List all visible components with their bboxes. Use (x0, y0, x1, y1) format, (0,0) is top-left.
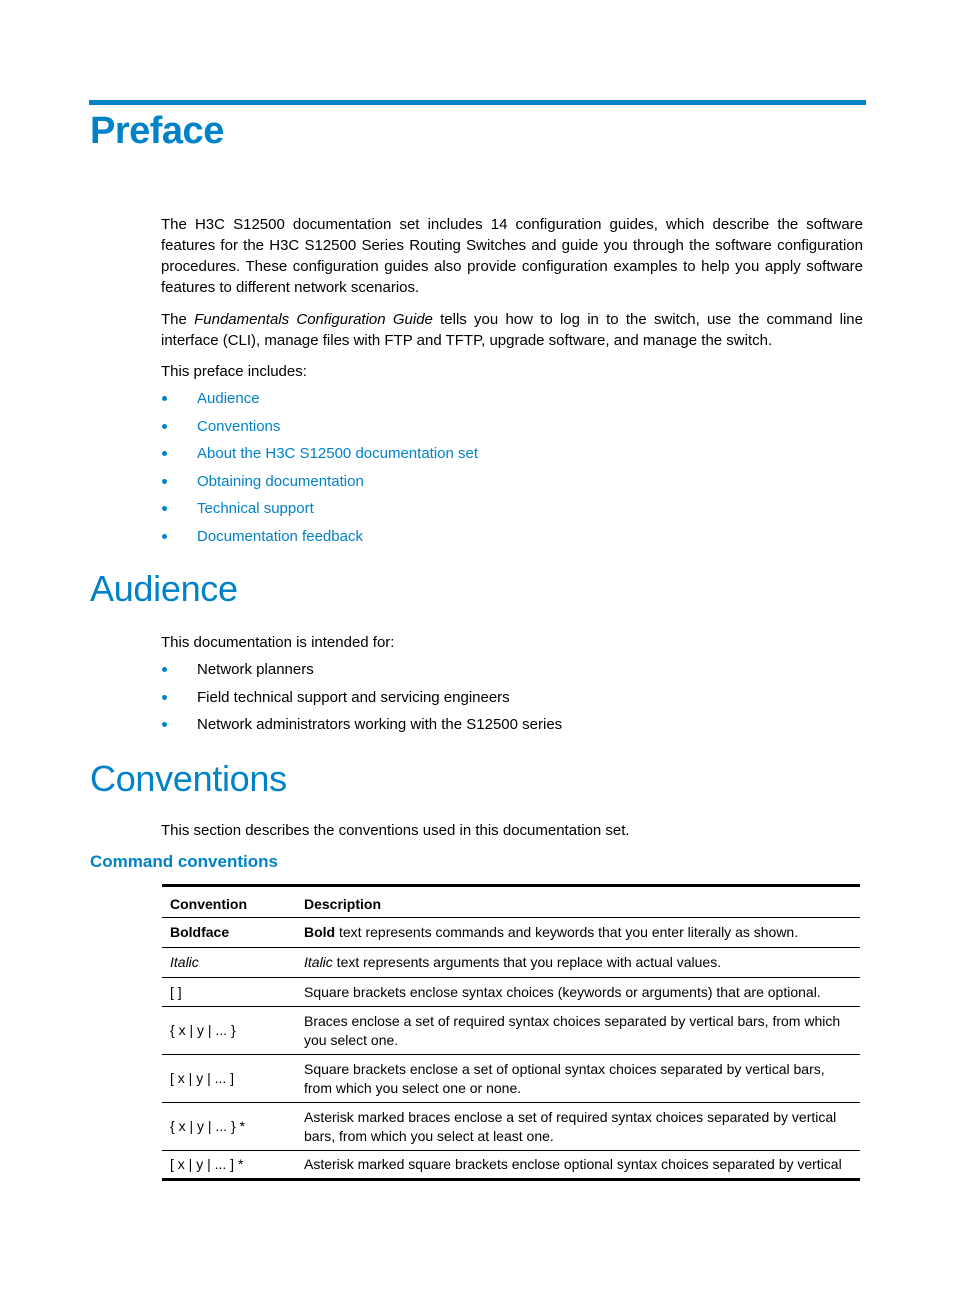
convention-cell: { x | y | ... } * (162, 1103, 296, 1151)
conventions-intro: This section describes the conventions used in this documentation set. (161, 822, 630, 839)
description-text: text represents arguments that you replace with actual values. (332, 954, 722, 970)
table-row (162, 1007, 860, 1055)
bullet-icon (162, 424, 167, 429)
description-text: text represents commands and keywords that you enter literally as shown. (335, 924, 799, 940)
list-item (161, 714, 562, 742)
audience-item: Field technical support and servicing engineers (197, 688, 510, 706)
preface-paragraph-1: The H3C S12500 documentation set includes 14 configuration guides, which describe the software features for the H3C S12500 Series Routing Switches and guide you through the software configuration procedures. These configuration guides also provide configuration examples to help you apply software features to different network scenarios. (161, 216, 863, 296)
bullet-icon (162, 396, 167, 401)
description-cell: Asterisk marked square brackets enclose optional syntax choices separated by vertical (304, 1156, 842, 1172)
table-header-row (162, 886, 860, 918)
italic-keyword: Italic (304, 954, 333, 970)
bullet-icon (162, 722, 167, 727)
bullet-icon (162, 695, 167, 700)
list-item (161, 416, 478, 444)
preface-link-list (161, 388, 478, 554)
command-conventions-table (162, 884, 860, 1181)
preface-includes-label: This preface includes: (161, 363, 307, 380)
audience-item: Network administrators working with the S12500 series (197, 716, 563, 734)
audience-item: Network planners (197, 661, 314, 678)
table-row (162, 918, 860, 948)
preface-paragraph-2 (161, 309, 863, 351)
convention-cell: [ x | y | ... ] (162, 1055, 296, 1103)
description-cell: Asterisk marked braces enclose a set of required syntax choices separated by vertical bars, from which you select at least one. (296, 1103, 860, 1151)
description-cell (296, 918, 860, 948)
convention-cell: Italic (162, 948, 296, 978)
table-row (162, 1055, 860, 1103)
convention-cell: { x | y | ... } (162, 1007, 296, 1055)
convention-cell: [ ] (162, 978, 296, 1007)
link-obtaining-documentation[interactable]: Obtaining documentation (197, 472, 364, 490)
list-item (161, 687, 562, 715)
description-cell: Square brackets enclose a set of optional syntax choices separated by vertical bars, from which you select one or none. (296, 1055, 860, 1103)
list-item (161, 659, 562, 687)
table-row (162, 1103, 860, 1151)
page-title: Preface (90, 110, 224, 152)
list-item (161, 388, 478, 416)
link-conventions[interactable]: Conventions (197, 417, 281, 435)
heading-command-conventions: Command conventions (90, 852, 278, 871)
para2-text-start: The (161, 311, 195, 328)
bullet-icon (162, 534, 167, 539)
guide-title-italic: Fundamentals Configuration Guide (194, 311, 433, 328)
bullet-icon (162, 451, 167, 456)
bullet-icon (162, 506, 167, 511)
table-row (162, 978, 860, 1007)
list-item (161, 498, 478, 526)
bullet-icon (162, 479, 167, 484)
column-header-description: Description (296, 886, 860, 918)
heading-conventions: Conventions (90, 758, 287, 799)
link-audience[interactable]: Audience (197, 390, 260, 407)
link-about-documentation-set[interactable]: About the H3C S12500 documentation set (197, 445, 479, 463)
link-documentation-feedback[interactable]: Documentation feedback (197, 527, 363, 545)
convention-cell: [ x | y | ... ] * (170, 1156, 244, 1172)
description-cell: Braces enclose a set of required syntax choices separated by vertical bars, from which you select one. (296, 1007, 860, 1055)
description-cell (296, 948, 860, 978)
description-cell: Square brackets enclose syntax choices (keywords or arguments) that are optional. (296, 978, 860, 1007)
table-row (162, 948, 860, 978)
audience-intro: This documentation is intended for: (161, 634, 395, 651)
heading-audience: Audience (90, 568, 238, 609)
top-rule (89, 100, 866, 105)
list-item (161, 471, 478, 499)
audience-list (161, 659, 562, 742)
column-header-convention: Convention (162, 886, 296, 918)
convention-cell: Boldface (162, 918, 296, 948)
para2-text-end: tells you how to log in to the switch, use the command line interface (CLI), manage files with FTP and TFTP, upgrade software, and manage the switch. (161, 311, 863, 349)
list-item (161, 526, 478, 554)
list-item (161, 443, 478, 471)
table-row (162, 1151, 860, 1180)
bold-keyword: Bold (304, 924, 336, 940)
link-technical-support[interactable]: Technical support (197, 500, 314, 518)
bullet-icon (162, 667, 167, 672)
